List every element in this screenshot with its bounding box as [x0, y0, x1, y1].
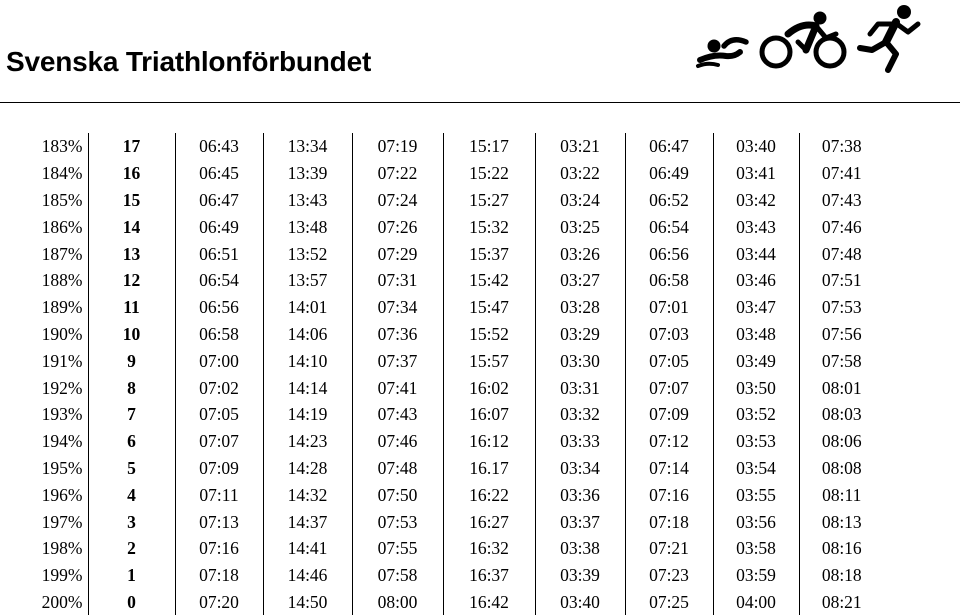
time-cell: 15:47 — [443, 294, 535, 321]
time-cell: 16:42 — [443, 589, 535, 616]
time-cell: 07:19 — [352, 133, 443, 160]
percent-cell: 185% — [41, 189, 83, 210]
time-cell: 15:37 — [443, 240, 535, 267]
time-cell: 16.17 — [443, 455, 535, 482]
time-cell: 06:58 — [175, 321, 263, 348]
percent-cell: 183% — [41, 136, 83, 157]
time-cell: 07:48 — [352, 455, 443, 482]
time-cell: 03:44 — [713, 240, 799, 267]
time-cell: 15:57 — [443, 347, 535, 374]
percent-cell: 190% — [41, 323, 83, 344]
table-row — [0, 481, 884, 508]
time-cell: 03:56 — [713, 508, 799, 535]
table-row — [0, 374, 884, 401]
level-cell: 1 — [88, 562, 175, 589]
percent-cell: 200% — [41, 591, 83, 612]
time-cell: 03:41 — [713, 160, 799, 187]
time-cell: 14:23 — [263, 428, 352, 455]
percent-cell: 192% — [41, 377, 83, 398]
time-cell: 15:32 — [443, 213, 535, 240]
time-cell: 07:48 — [799, 240, 884, 267]
level-cell: 16 — [88, 160, 175, 187]
time-cell: 07:50 — [352, 481, 443, 508]
table-row — [0, 133, 884, 160]
time-cell: 07:21 — [625, 535, 713, 562]
level-cell: 6 — [88, 428, 175, 455]
time-cell: 06:54 — [625, 213, 713, 240]
time-cell: 15:22 — [443, 160, 535, 187]
time-cell: 07:25 — [625, 589, 713, 616]
time-cell: 07:02 — [175, 374, 263, 401]
time-cell: 07:23 — [625, 562, 713, 589]
level-cell: 5 — [88, 455, 175, 482]
time-cell: 07:09 — [175, 455, 263, 482]
time-cell: 03:33 — [535, 428, 625, 455]
time-cell: 07:43 — [352, 401, 443, 428]
time-cell: 07:18 — [625, 508, 713, 535]
time-cell: 07:53 — [799, 294, 884, 321]
table-row — [0, 160, 884, 187]
percent-cell: 187% — [41, 243, 83, 264]
table-row — [0, 428, 884, 455]
time-cell: 16:22 — [443, 481, 535, 508]
time-cell: 03:50 — [713, 374, 799, 401]
level-cell: 14 — [88, 213, 175, 240]
time-cell: 03:48 — [713, 321, 799, 348]
time-cell: 15:52 — [443, 321, 535, 348]
table-row — [0, 294, 884, 321]
percent-cell: 193% — [41, 404, 83, 425]
time-cell: 07:18 — [175, 562, 263, 589]
time-cell: 07:16 — [625, 481, 713, 508]
time-cell: 03:26 — [535, 240, 625, 267]
level-cell: 17 — [88, 133, 175, 160]
time-cell: 03:58 — [713, 535, 799, 562]
header-divider — [0, 102, 960, 103]
time-cell: 14:28 — [263, 455, 352, 482]
table-row — [0, 562, 884, 589]
time-cell: 03:47 — [713, 294, 799, 321]
time-cell: 07:12 — [625, 428, 713, 455]
percent-cell: 189% — [41, 297, 83, 318]
table-row — [0, 240, 884, 267]
level-cell: 13 — [88, 240, 175, 267]
time-cell: 16:32 — [443, 535, 535, 562]
time-cell: 07:58 — [799, 347, 884, 374]
table-row — [0, 401, 884, 428]
percent-cell: 198% — [41, 538, 83, 559]
percent-cell: 188% — [41, 270, 83, 291]
level-cell: 4 — [88, 481, 175, 508]
time-cell: 03:42 — [713, 187, 799, 214]
time-cell: 03:52 — [713, 401, 799, 428]
percent-cell: 195% — [41, 457, 83, 478]
time-cell: 03:53 — [713, 428, 799, 455]
time-cell: 04:00 — [713, 589, 799, 616]
time-cell: 07:00 — [175, 347, 263, 374]
time-cell: 08:18 — [799, 562, 884, 589]
time-cell: 15:17 — [443, 133, 535, 160]
time-cell: 07:46 — [352, 428, 443, 455]
time-cell: 03:38 — [535, 535, 625, 562]
time-cell: 15:42 — [443, 267, 535, 294]
time-cell: 07:31 — [352, 267, 443, 294]
time-cell: 06:47 — [175, 187, 263, 214]
time-cell: 07:55 — [352, 535, 443, 562]
time-cell: 07:05 — [625, 347, 713, 374]
time-cell: 07:26 — [352, 213, 443, 240]
time-cell: 14:06 — [263, 321, 352, 348]
time-cell: 03:31 — [535, 374, 625, 401]
time-cell: 16:27 — [443, 508, 535, 535]
time-cell: 13:43 — [263, 187, 352, 214]
time-cell: 07:07 — [175, 428, 263, 455]
time-cell: 06:54 — [175, 267, 263, 294]
time-cell: 07:01 — [625, 294, 713, 321]
percent-cell: 186% — [41, 216, 83, 237]
table-row — [0, 213, 884, 240]
percent-cell: 184% — [41, 163, 83, 184]
time-cell: 03:22 — [535, 160, 625, 187]
time-cell: 03:36 — [535, 481, 625, 508]
time-cell: 07:16 — [175, 535, 263, 562]
time-cell: 03:39 — [535, 562, 625, 589]
time-cell: 08:11 — [799, 481, 884, 508]
table-row — [0, 589, 884, 616]
time-cell: 08:03 — [799, 401, 884, 428]
time-cell: 07:43 — [799, 187, 884, 214]
triathlon-swim-bike-run-icon — [692, 0, 924, 80]
percent-cell: 191% — [41, 350, 83, 371]
table-row — [0, 347, 884, 374]
time-cell: 07:51 — [799, 267, 884, 294]
pace-table — [0, 133, 884, 615]
time-cell: 07:14 — [625, 455, 713, 482]
time-cell: 03:30 — [535, 347, 625, 374]
time-cell: 06:56 — [625, 240, 713, 267]
time-cell: 06:45 — [175, 160, 263, 187]
time-cell: 14:14 — [263, 374, 352, 401]
table-row — [0, 455, 884, 482]
time-cell: 14:19 — [263, 401, 352, 428]
time-cell: 03:28 — [535, 294, 625, 321]
time-cell: 06:51 — [175, 240, 263, 267]
time-cell: 03:43 — [713, 213, 799, 240]
time-cell: 13:34 — [263, 133, 352, 160]
level-cell: 11 — [88, 294, 175, 321]
time-cell: 03:32 — [535, 401, 625, 428]
level-cell: 0 — [88, 589, 175, 616]
level-cell: 15 — [88, 187, 175, 214]
time-cell: 13:57 — [263, 267, 352, 294]
time-cell: 07:24 — [352, 187, 443, 214]
time-cell: 07:09 — [625, 401, 713, 428]
time-cell: 03:21 — [535, 133, 625, 160]
time-cell: 03:25 — [535, 213, 625, 240]
time-cell: 13:39 — [263, 160, 352, 187]
time-cell: 07:46 — [799, 213, 884, 240]
table-row — [0, 321, 884, 348]
table-row — [0, 187, 884, 214]
time-cell: 16:37 — [443, 562, 535, 589]
level-cell: 3 — [88, 508, 175, 535]
time-cell: 03:40 — [535, 589, 625, 616]
time-cell: 06:56 — [175, 294, 263, 321]
time-cell: 03:24 — [535, 187, 625, 214]
time-cell: 06:52 — [625, 187, 713, 214]
time-cell: 08:13 — [799, 508, 884, 535]
time-cell: 06:49 — [175, 213, 263, 240]
time-cell: 07:11 — [175, 481, 263, 508]
time-cell: 08:16 — [799, 535, 884, 562]
table-row — [0, 535, 884, 562]
time-cell: 03:40 — [713, 133, 799, 160]
time-cell: 03:29 — [535, 321, 625, 348]
time-cell: 07:58 — [352, 562, 443, 589]
time-cell: 03:34 — [535, 455, 625, 482]
level-cell: 10 — [88, 321, 175, 348]
time-cell: 14:32 — [263, 481, 352, 508]
page-title: Svenska Triathlonförbundet — [6, 46, 372, 77]
time-cell: 07:41 — [799, 160, 884, 187]
time-cell: 03:49 — [713, 347, 799, 374]
time-cell: 14:37 — [263, 508, 352, 535]
percent-cell: 197% — [41, 511, 83, 532]
level-cell: 7 — [88, 401, 175, 428]
time-cell: 14:01 — [263, 294, 352, 321]
percent-cell: 199% — [41, 565, 83, 586]
level-cell: 12 — [88, 267, 175, 294]
time-cell: 08:01 — [799, 374, 884, 401]
level-cell: 2 — [88, 535, 175, 562]
time-cell: 03:55 — [713, 481, 799, 508]
time-cell: 07:03 — [625, 321, 713, 348]
time-cell: 06:49 — [625, 160, 713, 187]
time-cell: 07:07 — [625, 374, 713, 401]
time-cell: 07:13 — [175, 508, 263, 535]
time-cell: 03:46 — [713, 267, 799, 294]
time-cell: 07:56 — [799, 321, 884, 348]
time-cell: 03:54 — [713, 455, 799, 482]
time-cell: 14:50 — [263, 589, 352, 616]
time-cell: 07:53 — [352, 508, 443, 535]
time-cell: 16:07 — [443, 401, 535, 428]
time-cell: 03:37 — [535, 508, 625, 535]
time-cell: 16:12 — [443, 428, 535, 455]
time-cell: 07:34 — [352, 294, 443, 321]
table-row — [0, 267, 884, 294]
time-cell: 06:47 — [625, 133, 713, 160]
percent-cell: 196% — [41, 484, 83, 505]
table-row — [0, 508, 884, 535]
level-cell: 9 — [88, 347, 175, 374]
time-cell: 03:59 — [713, 562, 799, 589]
level-cell: 8 — [88, 374, 175, 401]
time-cell: 15:27 — [443, 187, 535, 214]
time-cell: 14:10 — [263, 347, 352, 374]
time-cell: 08:08 — [799, 455, 884, 482]
time-cell: 07:05 — [175, 401, 263, 428]
time-cell: 07:20 — [175, 589, 263, 616]
time-cell: 08:06 — [799, 428, 884, 455]
time-cell: 07:38 — [799, 133, 884, 160]
time-cell: 14:46 — [263, 562, 352, 589]
triathlon-logo — [692, 0, 924, 80]
time-cell: 13:52 — [263, 240, 352, 267]
time-cell: 06:43 — [175, 133, 263, 160]
time-cell: 07:29 — [352, 240, 443, 267]
time-cell: 07:36 — [352, 321, 443, 348]
time-cell: 13:48 — [263, 213, 352, 240]
time-cell: 07:37 — [352, 347, 443, 374]
time-cell: 07:22 — [352, 160, 443, 187]
time-cell: 07:41 — [352, 374, 443, 401]
time-cell: 06:58 — [625, 267, 713, 294]
time-cell: 08:21 — [799, 589, 884, 616]
time-cell: 14:41 — [263, 535, 352, 562]
time-cell: 08:00 — [352, 589, 443, 616]
time-cell: 16:02 — [443, 374, 535, 401]
percent-cell: 194% — [41, 431, 83, 452]
time-cell: 03:27 — [535, 267, 625, 294]
